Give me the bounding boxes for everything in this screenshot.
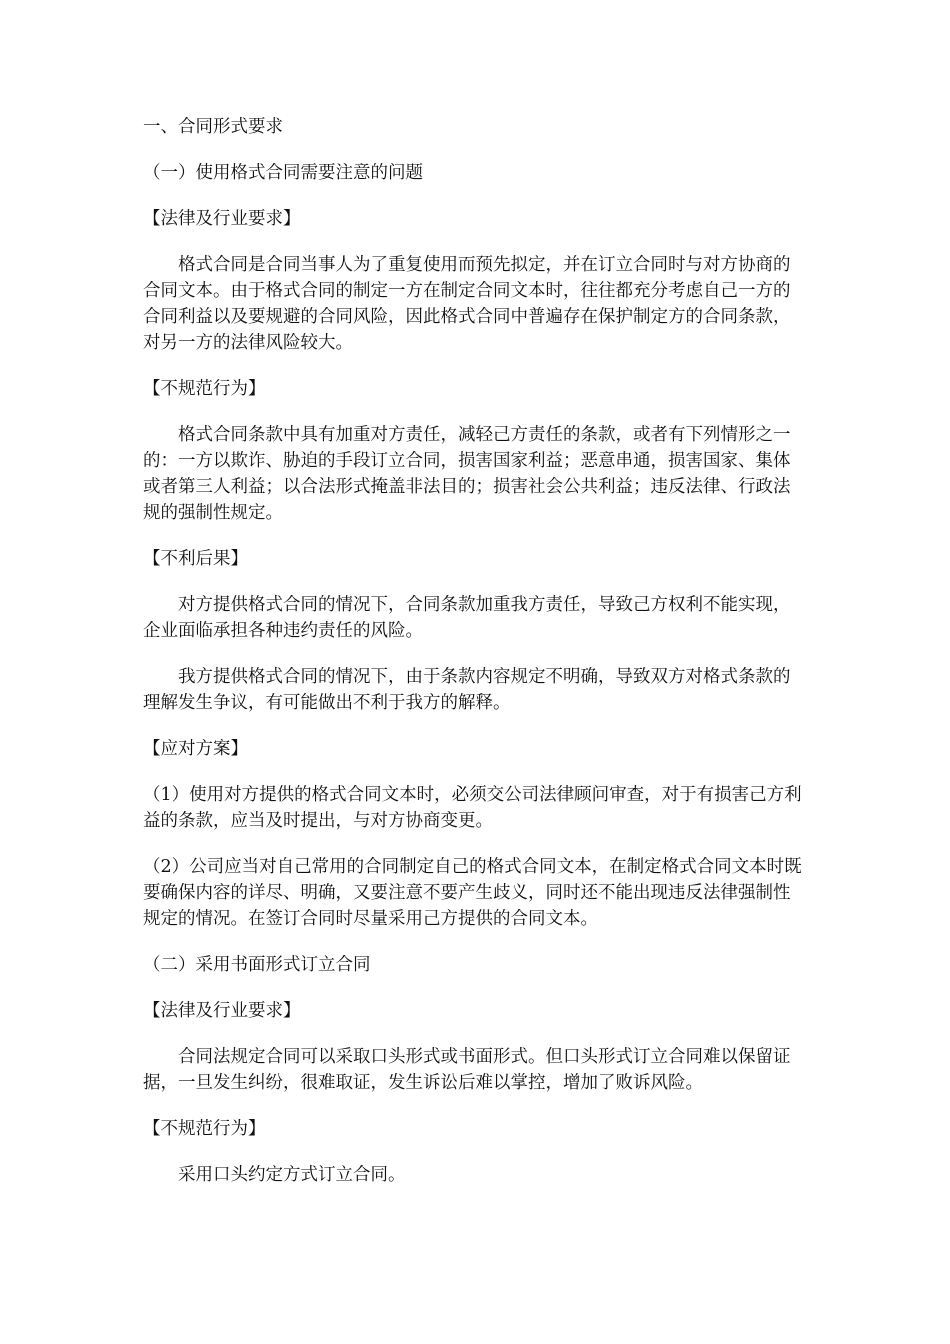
paragraph: 格式合同条款中具有加重对方责任，减轻己方责任的条款，或者有下列情形之一的：一方以欺诈、胁迫的手段订立合同，损害国家利益；恶意串通，损害国家、集体或者第三人利益；以合法形式掩盖非法目的；损害社会公共利益；违反法律、行政法规的强制性规定。: [143, 425, 791, 523]
label-heading: 【不规范行为】: [143, 1119, 266, 1139]
paragraph: 对方提供格式合同的情况下，合同条款加重我方责任，导致己方权利不能实现，企业面临承担各种违约责任的风险。: [143, 595, 791, 641]
label-heading: 【不利后果】: [143, 549, 248, 569]
label-heading: 【法律及行业要求】: [143, 1001, 301, 1021]
subsection-title: （二）采用书面形式订立合同: [143, 955, 371, 975]
section-title: 一、合同形式要求: [143, 117, 283, 137]
paragraph: 格式合同是合同当事人为了重复使用而预先拟定，并在订立合同时与对方协商的合同文本。由于格式合同的制定一方在制定合同文本时，往往都充分考虑自己一方的合同利益以及要规避的合同风险，因此格式合同中普遍存在保护制定方的合同条款，对另一方的法律风险较大。: [143, 255, 791, 353]
list-item: （2）公司应当对自己常用的合同制定自己的格式合同文本，在制定格式合同文本时既要确保内容的详尽、明确，又要注意不要产生歧义，同时还不能出现违反法律强制性规定的情况。在签订合同时尽量采用己方提供的合同文本。: [143, 857, 802, 929]
label-heading: 【不规范行为】: [143, 379, 266, 399]
paragraph: 采用口头约定方式订立合同。: [178, 1165, 406, 1185]
paragraph: 我方提供格式合同的情况下，由于条款内容规定不明确，导致双方对格式条款的理解发生争议，有可能做出不利于我方的解释。: [143, 667, 791, 713]
paragraph: 合同法规定合同可以采取口头形式或书面形式。但口头形式订立合同难以保留证据，一旦发生纠纷，很难取证，发生诉讼后难以掌控，增加了败诉风险。: [143, 1047, 791, 1093]
label-heading: 【法律及行业要求】: [143, 209, 301, 229]
document-body: [143, 114, 807, 1208]
list-item: （1）使用对方提供的格式合同文本时，必须交公司法律顾问审查，对于有损害己方利益的条款，应当及时提出，与对方协商变更。: [143, 785, 802, 831]
label-heading: 【应对方案】: [143, 739, 248, 759]
subsection-title: （一）使用格式合同需要注意的问题: [143, 163, 423, 183]
